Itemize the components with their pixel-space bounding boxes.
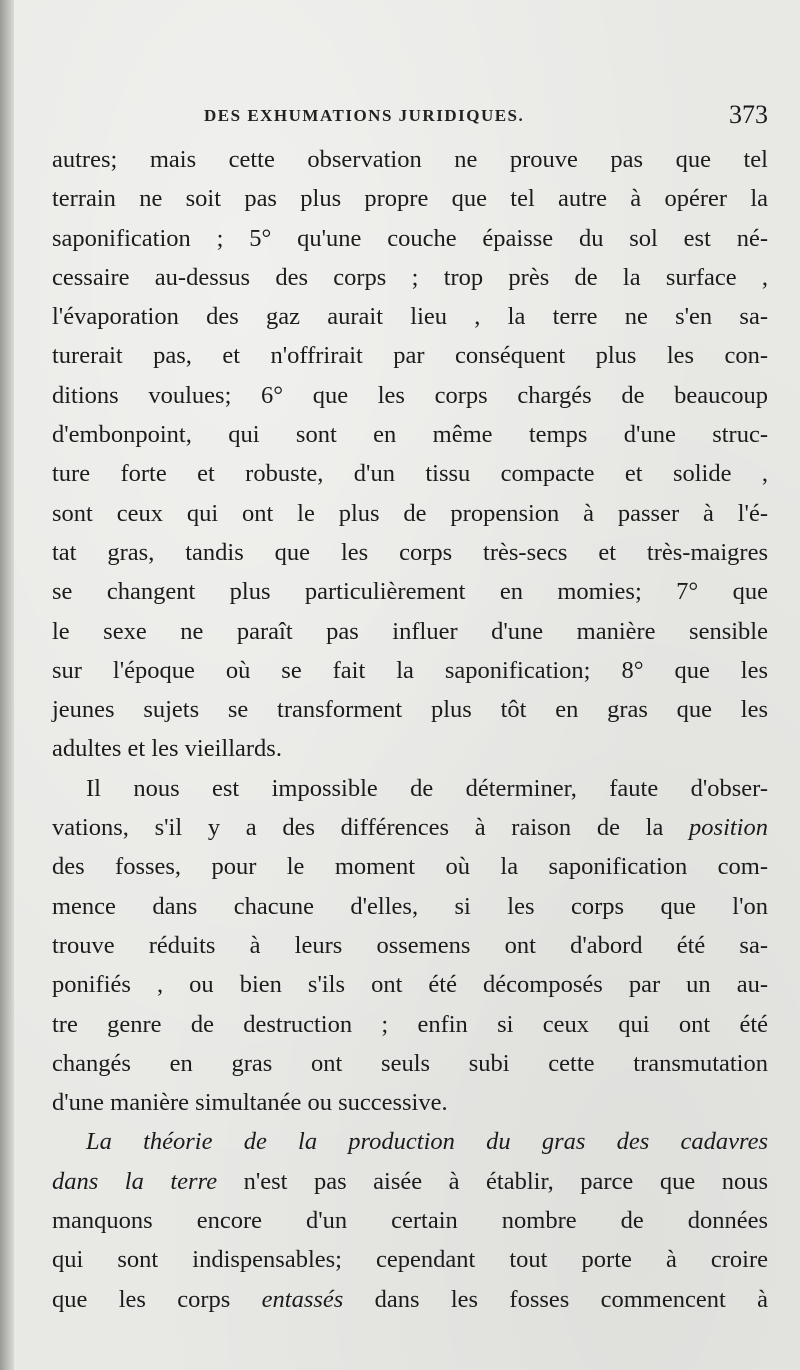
text-line: vations, s'il y a des différences à raison de la position: [52, 814, 768, 842]
text-line: turerait pas, et n'offrirait par conséquent plus les con-: [52, 342, 768, 370]
text-line-paragraph-start: La théorie de la production du gras des cadavres: [86, 1128, 768, 1156]
text-line-paragraph-start: Il nous est impossible de déterminer, faute d'obser-: [86, 774, 768, 802]
text-line: ture forte et robuste, d'un tissu compacte et solide ,: [52, 460, 768, 488]
text-line: tre genre de destruction ; enfin si ceux qui ont été: [52, 1010, 768, 1038]
text-line: trouve réduits à leurs ossemens ont d'abord été sa-: [52, 931, 768, 959]
page-header: [52, 100, 768, 136]
text-line: le sexe ne paraît pas influer d'une manière sensible: [52, 617, 768, 645]
text-line: changés en gras ont seuls subi cette transmutation: [52, 1049, 768, 1077]
text-line-paragraph-end: d'une manière simultanée ou successive.: [52, 1089, 448, 1117]
text-line: saponification ; 5° qu'une couche épaisse du sol est né-: [52, 224, 768, 252]
text-line-paragraph-end: adultes et les vieillards.: [52, 735, 282, 763]
text-line: tat gras, tandis que les corps très-secs et très-maigres: [52, 538, 768, 566]
text-line: cessaire au-dessus des corps ; trop près de la surface ,: [52, 263, 768, 291]
text-line: ditions voulues; 6° que les corps chargés de beaucoup: [52, 381, 768, 409]
text-line: que les corps entassés dans les fosses commencent à: [52, 1285, 768, 1313]
text-line: dans la terre n'est pas aisée à établir, parce que nous: [52, 1167, 768, 1195]
text-line: sont ceux qui ont le plus de propension à passer à l'é-: [52, 499, 768, 527]
text-line: d'embonpoint, qui sont en même temps d'une struc-: [52, 421, 768, 449]
running-title: DES EXHUMATIONS JURIDIQUES.: [204, 106, 525, 125]
page-number: 373: [729, 100, 768, 129]
text-line: qui sont indispensables; cependant tout porte à croire: [52, 1246, 768, 1274]
text-line: sur l'époque où se fait la saponification; 8° que les: [52, 656, 768, 684]
text-line: jeunes sujets se transforment plus tôt en gras que les: [52, 696, 768, 724]
text-line: ponifiés , ou bien s'ils ont été décomposés par un au-: [52, 971, 768, 999]
text-line: se changent plus particulièrement en momies; 7° que: [52, 578, 768, 606]
page-edge-shadow: [0, 0, 14, 1370]
text-line: terrain ne soit pas plus propre que tel autre à opérer la: [52, 185, 768, 213]
body-text: [52, 140, 768, 1319]
text-line: mence dans chacune d'elles, si les corps que l'on: [52, 892, 768, 920]
text-line: autres; mais cette observation ne prouve pas que tel: [52, 146, 768, 173]
text-line: l'évaporation des gaz aurait lieu , la terre ne s'en sa-: [52, 303, 768, 331]
text-line: manquons encore d'un certain nombre de données: [52, 1207, 768, 1235]
text-line: des fosses, pour le moment où la saponification com-: [52, 853, 768, 881]
